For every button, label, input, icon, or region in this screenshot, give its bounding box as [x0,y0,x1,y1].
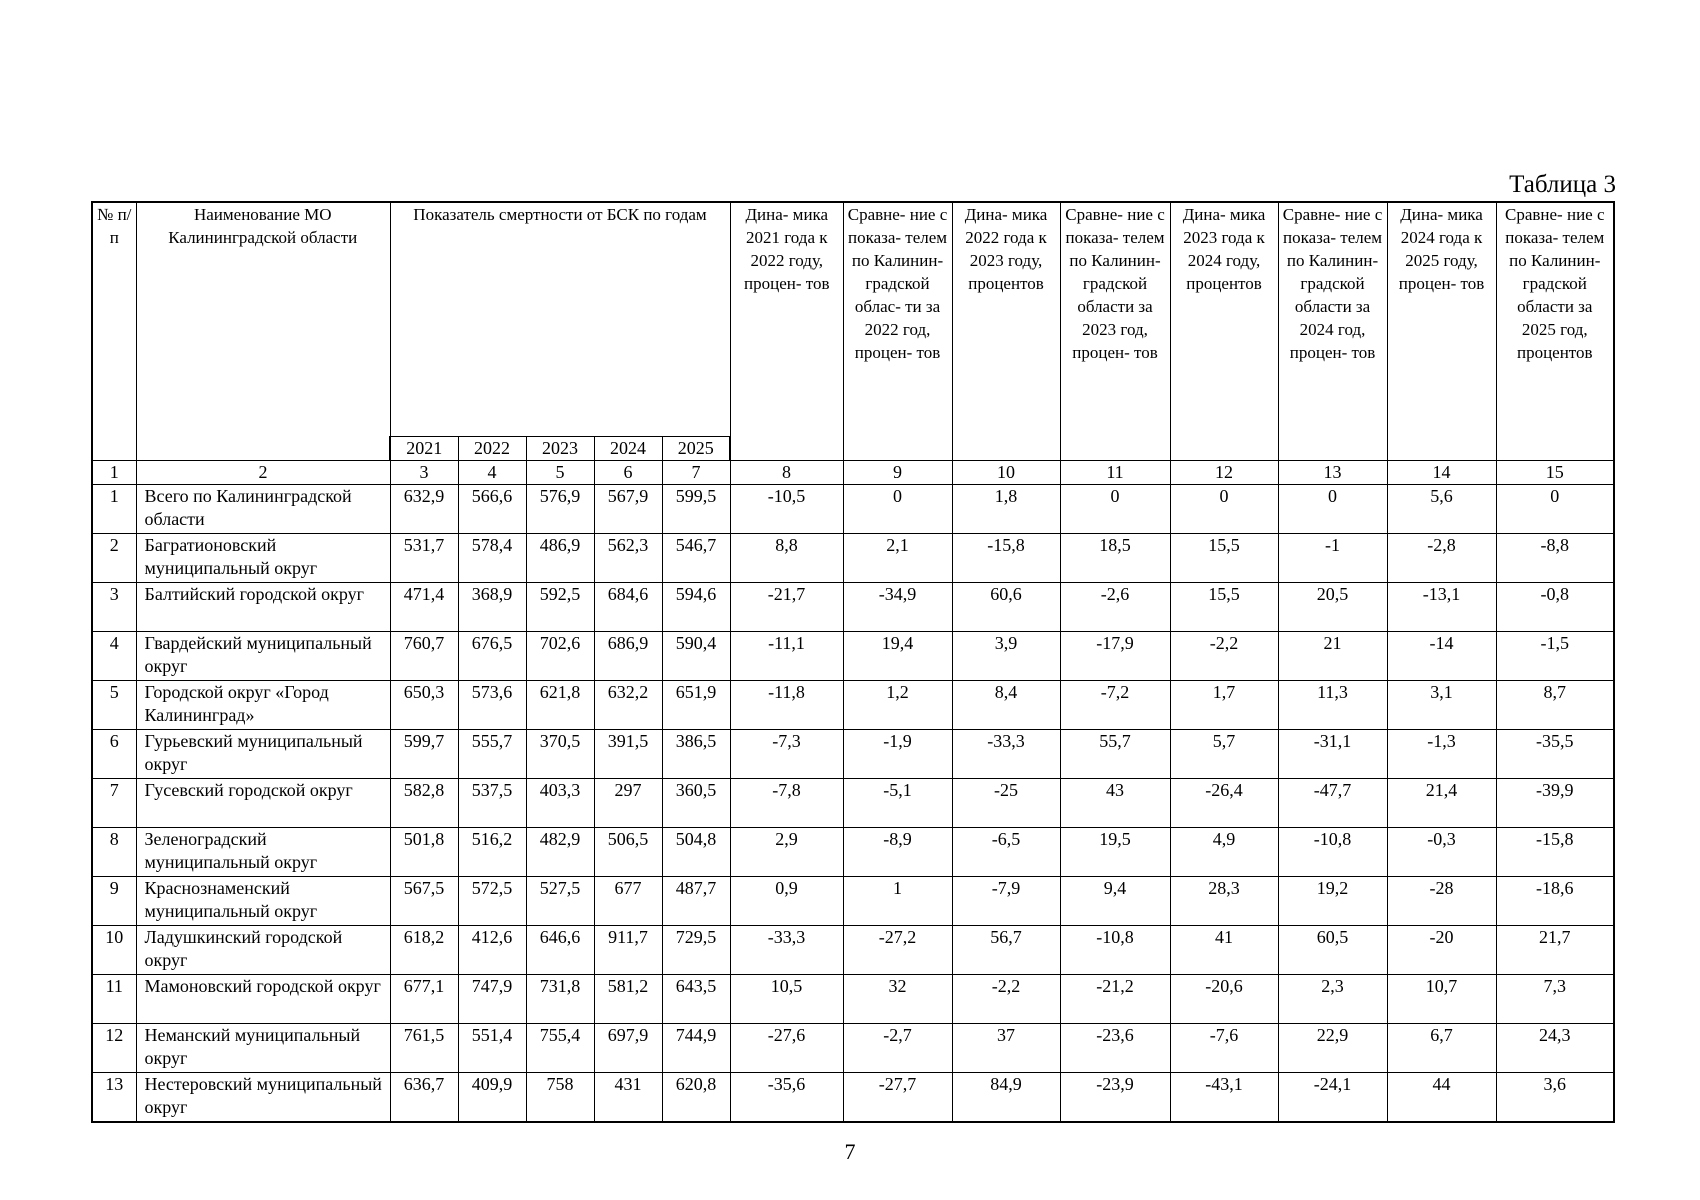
table-cell: 761,5 [390,1024,458,1073]
table-cell: 599,7 [390,730,458,779]
municipality-name: Зеленоградский муниципальный округ [136,828,390,877]
row-number: 10 [92,926,136,975]
table-cell: 10,5 [730,975,843,1024]
table-cell: 1,7 [1170,681,1278,730]
table-cell: 677 [594,877,662,926]
column-number: 3 [390,461,458,485]
table-row [92,975,1614,1024]
table-cell: -0,3 [1387,828,1496,877]
table-cell: -15,8 [952,534,1060,583]
row-number: 3 [92,583,136,632]
table-cell: -0,8 [1496,583,1614,632]
table-cell: -2,2 [952,975,1060,1024]
table-cell: 15,5 [1170,534,1278,583]
table-cell: 44 [1387,1073,1496,1123]
table-cell: -21,7 [730,583,843,632]
table-cell: 18,5 [1060,534,1170,583]
table-cell: 636,7 [390,1073,458,1123]
table-cell: 32 [843,975,952,1024]
table-cell: 412,6 [458,926,526,975]
table-body [92,485,1614,1123]
header-dynamics-2024-2025: Дина- мика 2024 года к 2025 году, процен- тов [1387,202,1496,461]
municipality-name: Балтийский городской округ [136,583,390,632]
municipality-name: Гурьевский муниципальный округ [136,730,390,779]
table-cell: -11,8 [730,681,843,730]
row-number: 5 [92,681,136,730]
table-cell: 2,1 [843,534,952,583]
table-cell: -1,9 [843,730,952,779]
table-cell: 3,1 [1387,681,1496,730]
table-cell: -35,6 [730,1073,843,1123]
table-cell: 567,9 [594,485,662,534]
table-cell: -7,9 [952,877,1060,926]
table-cell: 391,5 [594,730,662,779]
table-cell: 731,8 [526,975,594,1024]
table-cell: 632,2 [594,681,662,730]
table-cell: -7,3 [730,730,843,779]
header-year-2023: 2023 [526,437,594,461]
table-cell: -8,8 [1496,534,1614,583]
municipality-name: Багратионовский муниципальный округ [136,534,390,583]
header-dynamics-2022-2023: Дина- мика 2022 года к 2023 году, процентов [952,202,1060,461]
table-cell: 43 [1060,779,1170,828]
column-number: 1 [92,461,136,485]
table-cell: -5,1 [843,779,952,828]
table-cell: -28 [1387,877,1496,926]
table-cell: -21,2 [1060,975,1170,1024]
table-cell: 55,7 [1060,730,1170,779]
table-cell: 755,4 [526,1024,594,1073]
table-cell: 566,6 [458,485,526,534]
table-cell: 431 [594,1073,662,1123]
table-cell: 15,5 [1170,583,1278,632]
table-cell: 471,4 [390,583,458,632]
table-cell: 8,7 [1496,681,1614,730]
row-number: 7 [92,779,136,828]
table-cell: 21 [1278,632,1387,681]
table-cell: -11,1 [730,632,843,681]
table-cell: 531,7 [390,534,458,583]
table-cell: 9,4 [1060,877,1170,926]
table-cell: 20,5 [1278,583,1387,632]
table-cell: 487,7 [662,877,730,926]
table-cell: 24,3 [1496,1024,1614,1073]
table-cell: 592,5 [526,583,594,632]
table-cell: -10,8 [1060,926,1170,975]
table-cell: 576,9 [526,485,594,534]
table-cell: 0 [1170,485,1278,534]
table-cell: 573,6 [458,681,526,730]
row-number: 12 [92,1024,136,1073]
table-cell: 590,4 [662,632,730,681]
table-cell: 1 [843,877,952,926]
table-cell: 360,5 [662,779,730,828]
row-number: 4 [92,632,136,681]
table-cell: -20 [1387,926,1496,975]
table-cell: -25 [952,779,1060,828]
municipality-name: Ладушкинский городской округ [136,926,390,975]
table-row [92,485,1614,534]
table-cell: 551,4 [458,1024,526,1073]
column-number: 2 [136,461,390,485]
table-cell: -34,9 [843,583,952,632]
column-number: 10 [952,461,1060,485]
table-cell: 482,9 [526,828,594,877]
row-number: 11 [92,975,136,1024]
header-year-2024: 2024 [594,437,662,461]
table-row [92,1073,1614,1123]
row-number: 6 [92,730,136,779]
table-caption: Таблица 3 [1509,171,1616,198]
table-cell: 527,5 [526,877,594,926]
table-cell: 41 [1170,926,1278,975]
table-cell: 516,2 [458,828,526,877]
table-cell: -14 [1387,632,1496,681]
table-cell: -33,3 [952,730,1060,779]
table-cell: 28,3 [1170,877,1278,926]
municipality-name: Всего по Калининградской области [136,485,390,534]
mortality-table [91,201,1615,1123]
table-cell: 7,3 [1496,975,1614,1024]
table-cell: 594,6 [662,583,730,632]
table-cell: 368,9 [458,583,526,632]
table-cell: 760,7 [390,632,458,681]
table-row [92,534,1614,583]
municipality-name: Краснознаменский муниципальный округ [136,877,390,926]
table-cell: -35,5 [1496,730,1614,779]
table-cell: -39,9 [1496,779,1614,828]
header-year-2025: 2025 [662,437,730,461]
table-cell: -2,6 [1060,583,1170,632]
table-cell: 620,8 [662,1073,730,1123]
column-number: 11 [1060,461,1170,485]
header-year-2022: 2022 [458,437,526,461]
table-cell: -2,8 [1387,534,1496,583]
table-cell: -27,7 [843,1073,952,1123]
table-cell: 537,5 [458,779,526,828]
table-cell: 643,5 [662,975,730,1024]
table-cell: -23,9 [1060,1073,1170,1123]
column-number-row [92,461,1614,485]
table-cell: 4,9 [1170,828,1278,877]
table-cell: 562,3 [594,534,662,583]
table-cell: -2,7 [843,1024,952,1073]
table-cell: 697,9 [594,1024,662,1073]
header-dynamics-2023-2024: Дина- мика 2023 года к 2024 году, процентов [1170,202,1278,461]
table-cell: 676,5 [458,632,526,681]
row-number: 8 [92,828,136,877]
table-cell: 684,6 [594,583,662,632]
municipality-name: Нестеровский муниципальный округ [136,1073,390,1123]
table-cell: 578,4 [458,534,526,583]
table-cell: 8,4 [952,681,1060,730]
table-row [92,926,1614,975]
row-number: 13 [92,1073,136,1123]
column-number: 15 [1496,461,1614,485]
table-row [92,681,1614,730]
table-row [92,779,1614,828]
table-cell: 747,9 [458,975,526,1024]
table-cell: 911,7 [594,926,662,975]
table-cell: 646,6 [526,926,594,975]
table-cell: 403,3 [526,779,594,828]
table-cell: 60,5 [1278,926,1387,975]
table-cell: 1,2 [843,681,952,730]
table-cell: 758 [526,1073,594,1123]
table-cell: 744,9 [662,1024,730,1073]
table-cell: 37 [952,1024,1060,1073]
table-cell: 21,7 [1496,926,1614,975]
municipality-name: Неманский муниципальный округ [136,1024,390,1073]
table-cell: 56,7 [952,926,1060,975]
table-cell: -10,8 [1278,828,1387,877]
table-cell: 297 [594,779,662,828]
header-comparison-2022: Сравне- ние с показа- телем по Калинин- градской облас- ти за 2022 год, процен- тов [843,202,952,461]
table-cell: -7,2 [1060,681,1170,730]
municipality-name: Гвардейский муниципальный округ [136,632,390,681]
table-cell: 22,9 [1278,1024,1387,1073]
table-cell: -31,1 [1278,730,1387,779]
table-cell: 677,1 [390,975,458,1024]
table-cell: 1,8 [952,485,1060,534]
table-cell: 702,6 [526,632,594,681]
table-cell: 84,9 [952,1073,1060,1123]
column-number: 14 [1387,461,1496,485]
municipality-name: Мамоновский городской округ [136,975,390,1024]
table-cell: 8,8 [730,534,843,583]
table-cell: 567,5 [390,877,458,926]
table-cell: 11,3 [1278,681,1387,730]
header-number: № п/п [92,202,136,461]
table-cell: 0 [843,485,952,534]
header-mortality-by-year: Показатель смертности от БСК по годам [390,202,730,437]
row-number: 1 [92,485,136,534]
header-municipality: Наименование МО Калининградской области [136,202,390,461]
table-cell: 486,9 [526,534,594,583]
row-number: 2 [92,534,136,583]
column-number: 12 [1170,461,1278,485]
table-cell: -18,6 [1496,877,1614,926]
municipality-name: Гусевский городской округ [136,779,390,828]
table-cell: -27,6 [730,1024,843,1073]
table-cell: 501,8 [390,828,458,877]
table-cell: 370,5 [526,730,594,779]
table-cell: 2,3 [1278,975,1387,1024]
table-cell: -1 [1278,534,1387,583]
column-number: 4 [458,461,526,485]
header-dynamics-2021-2022: Дина- мика 2021 года к 2022 году, процен- тов [730,202,843,461]
table-cell: 621,8 [526,681,594,730]
table-cell: 582,8 [390,779,458,828]
table-row [92,828,1614,877]
table-cell: 632,9 [390,485,458,534]
table-cell: 21,4 [1387,779,1496,828]
table-cell: -33,3 [730,926,843,975]
table-cell: 0 [1278,485,1387,534]
municipality-name: Городской округ «Город Калининград» [136,681,390,730]
table-cell: 3,9 [952,632,1060,681]
table-cell: 19,2 [1278,877,1387,926]
table-cell: 5,7 [1170,730,1278,779]
header-comparison-2023: Сравне- ние с показа- телем по Калинин- градской области за 2023 год, процен- тов [1060,202,1170,461]
table-cell: 2,9 [730,828,843,877]
table-cell: 19,5 [1060,828,1170,877]
column-number: 5 [526,461,594,485]
table-cell: 0 [1496,485,1614,534]
table-cell: 0,9 [730,877,843,926]
table-cell: 506,5 [594,828,662,877]
table-cell: 581,2 [594,975,662,1024]
table-row [92,1024,1614,1073]
table-cell: -23,6 [1060,1024,1170,1073]
header-year-2021: 2021 [390,437,458,461]
table-cell: -17,9 [1060,632,1170,681]
row-number: 9 [92,877,136,926]
table-cell: 409,9 [458,1073,526,1123]
table-cell: 686,9 [594,632,662,681]
table-row [92,583,1614,632]
table-cell: -1,5 [1496,632,1614,681]
table-cell: -26,4 [1170,779,1278,828]
table-cell: 19,4 [843,632,952,681]
table-row [92,730,1614,779]
table-cell: -10,5 [730,485,843,534]
table-cell: -20,6 [1170,975,1278,1024]
table-cell: 572,5 [458,877,526,926]
table-cell: 650,3 [390,681,458,730]
table-cell: 555,7 [458,730,526,779]
table-cell: -15,8 [1496,828,1614,877]
table-row [92,632,1614,681]
table-cell: 546,7 [662,534,730,583]
table-cell: 729,5 [662,926,730,975]
column-number: 6 [594,461,662,485]
table-cell: -2,2 [1170,632,1278,681]
column-number: 9 [843,461,952,485]
table-cell: 60,6 [952,583,1060,632]
page-number: 7 [844,1139,856,1164]
table-cell: -43,1 [1170,1073,1278,1123]
table-cell: -8,9 [843,828,952,877]
table-cell: -6,5 [952,828,1060,877]
header-comparison-2025: Сравне- ние с показа- телем по Калинин- градской области за 2025 год, процентов [1496,202,1614,461]
table-cell: 618,2 [390,926,458,975]
table-cell: -47,7 [1278,779,1387,828]
column-number: 8 [730,461,843,485]
table-cell: -7,6 [1170,1024,1278,1073]
table-cell: -24,1 [1278,1073,1387,1123]
table-cell: 599,5 [662,485,730,534]
column-number: 13 [1278,461,1387,485]
table-cell: 386,5 [662,730,730,779]
table-cell: 10,7 [1387,975,1496,1024]
table-cell: 6,7 [1387,1024,1496,1073]
table-cell: 651,9 [662,681,730,730]
table-cell: 3,6 [1496,1073,1614,1123]
table-cell: 5,6 [1387,485,1496,534]
table-row [92,877,1614,926]
table-cell: -1,3 [1387,730,1496,779]
table-cell: -7,8 [730,779,843,828]
column-number: 7 [662,461,730,485]
table-cell: -13,1 [1387,583,1496,632]
table-cell: 0 [1060,485,1170,534]
header-comparison-2024: Сравне- ние с показа- телем по Калинин- градской области за 2024 год, процен- тов [1278,202,1387,461]
table-cell: -27,2 [843,926,952,975]
table-cell: 504,8 [662,828,730,877]
